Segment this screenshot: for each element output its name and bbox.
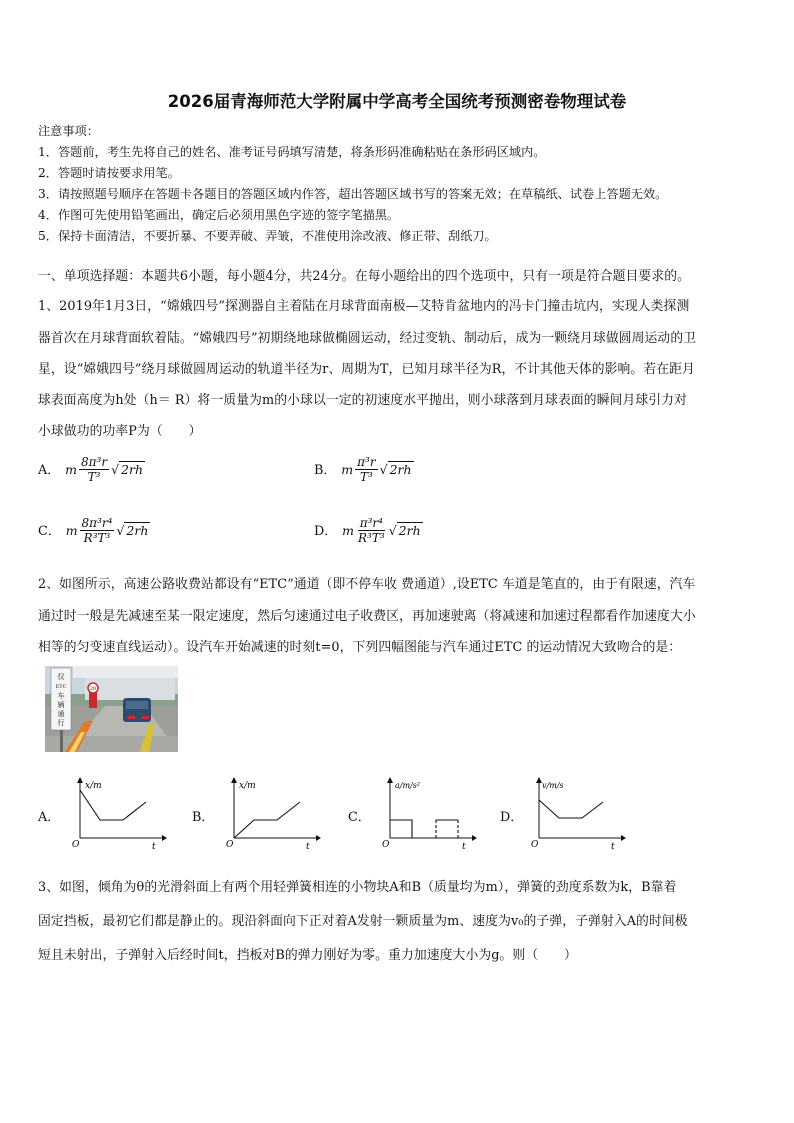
- option-letter: D．: [314, 524, 338, 539]
- option-d: [314, 516, 423, 545]
- graph-b-xt: [222, 776, 322, 852]
- graph-c-at: [378, 776, 478, 852]
- question-1-text: 小球做功的功率P为（ ）: [38, 424, 202, 439]
- axis-label-y: x/m: [85, 781, 102, 791]
- question-1-text: 1、2019年1月3日，“嫦娥四号”探测器自主着陆在月球背面南极—艾特肯盆地内的冯卡门撞击坑内，实现人类探测: [38, 299, 690, 314]
- sign-char: 仅: [57, 673, 65, 681]
- question-1-text: 球表面高度为h处（h＝ R）将一质量为m的小球以一定的初速度水平抛出，则小球落到月球表面的瞬间月球引力对: [38, 393, 687, 408]
- formula-sqrt: √ 2rh: [379, 462, 412, 477]
- sign-char: 辆: [57, 701, 65, 709]
- origin-label: O: [382, 840, 390, 850]
- section-heading: 一、单项选择题：本题共6小题，每小题4分，共24分。在每小题给出的四个选项中，只有一项是符合题目要求的。: [38, 269, 691, 284]
- formula-fraction: $\frac{\text{π³r⁴}}{\text{R³T³}}$: [358, 516, 385, 545]
- question-2-text: 通过时一般是先减速至某一限定速度，然后匀速通过电子收费区，再加速驶离（将减速和加速过程都看作加速度大小: [38, 609, 696, 624]
- sign-char: 车: [57, 692, 65, 700]
- question-1-text: 星，设“嫦娥四号”绕月球做圆周运动的轨道半径为r、周期为T，已知月球半径为R，不计其他天体的影响。若在距月: [38, 362, 695, 377]
- notice-item: 1．答题前，考生先将自己的姓名、准考证号码填写清楚，将条形码准确粘贴在条形码区域内。: [38, 145, 546, 159]
- option-b: [314, 455, 414, 484]
- formula-fraction: $\frac{\text{8π³r⁴}}{\text{R³T³}}$: [81, 516, 113, 545]
- origin-label: O: [72, 840, 80, 850]
- graph-option-letter: A．: [38, 810, 61, 825]
- option-a: [38, 455, 145, 484]
- graph-a-xt: [68, 776, 168, 852]
- option-letter: B．: [314, 463, 337, 478]
- notice-heading: 注意事项：: [38, 124, 99, 138]
- option-c: [38, 516, 150, 545]
- question-3-text: 固定挡板，最初它们都是静止的。现沿斜面向下正对着A发射一颗质量为m、速度为v₀的子弹，子弹射入A的时间极: [38, 914, 688, 929]
- axis-label-y: a/m/s²: [395, 781, 421, 790]
- formula-coef: m: [65, 462, 77, 477]
- question-2-text: 2、如图所示，高速公路收费站都设有“ETC”通道（即不停车收 费通道）,设ETC 车道是笔直的，由于有限速，汽车: [38, 577, 696, 592]
- question-3-text: 3、如图，倾角为θ的光滑斜面上有两个用轻弹簧相连的小物块A和B（质量均为m），弹簧的劲度系数为k，B靠着: [38, 880, 677, 895]
- formula-sqrt: √ 2rh: [111, 462, 144, 477]
- option-letter: C．: [38, 524, 61, 539]
- notice-item: 3．请按照题号顺序在答题卡各题目的答题区域内作答，超出答题区域书写的答案无效；在草稿纸、试卷上答题无效。: [38, 187, 668, 201]
- axis-label-y: x/m: [239, 781, 256, 791]
- axis-label-y: v/m/s: [542, 781, 564, 790]
- formula-fraction: $\frac{\text{8π³r}}{\text{T³}}$: [81, 455, 108, 484]
- origin-label: O: [531, 840, 539, 850]
- origin-label: O: [226, 840, 234, 850]
- etc-lane-photo: [45, 666, 178, 752]
- notice-item: 5．保持卡面清洁，不要折暴、不要弄破、弄皱，不准使用涂改液、修正带、刮纸刀。: [38, 229, 497, 243]
- formula-coef: m: [341, 462, 354, 477]
- sign-char: ETC: [55, 684, 67, 690]
- page-title: 2026届青海师范大学附属中学高考全国统考预测密卷物理试卷: [167, 92, 627, 111]
- question-3-text: 短且未射出，子弹射入后经时间t，挡板对B的弹力刚好为零。重力加速度大小为g。则（ ）: [38, 948, 577, 963]
- notice-item: 2．答题时请按要求用笔。: [38, 166, 180, 180]
- axis-label-x: t: [611, 842, 615, 852]
- formula-coef: m: [65, 523, 78, 538]
- question-1-text: 器首次在月球背面软着陆。“嫦娥四号”初期绕地球做椭圆运动，经过变轨、制动后，成为一颗绕月球做圆周运动的卫: [38, 331, 697, 346]
- formula-coef: m: [342, 523, 355, 538]
- question-2-text: 相等的匀变速直线运动）。设汽车开始减速的时刻t=0，下列四幅图能与汽车通过ETC 的运动情况大致吻合的是：: [38, 640, 682, 655]
- graph-option-letter: B．: [192, 810, 215, 825]
- axis-label-x: t: [306, 842, 310, 852]
- option-letter: A．: [38, 463, 61, 478]
- graph-option-letter: C．: [348, 810, 371, 825]
- sign-char: 行: [57, 719, 65, 727]
- sign-char: 通: [57, 710, 65, 718]
- axis-label-x: t: [462, 842, 466, 852]
- axis-label-x: t: [152, 842, 156, 852]
- notice-item: 4．作图可先使用铅笔画出，确定后必须用黑色字迹的签字笔描黑。: [38, 208, 400, 222]
- formula-sqrt: √ 2rh: [388, 523, 421, 538]
- formula-sqrt: √ 2rh: [116, 523, 149, 538]
- speed-limit-text: 20: [89, 686, 97, 692]
- formula-fraction: $\frac{\text{π³r}}{\text{T³}}$: [357, 455, 376, 484]
- graph-option-letter: D．: [500, 810, 524, 825]
- graph-d-vt: [527, 776, 627, 852]
